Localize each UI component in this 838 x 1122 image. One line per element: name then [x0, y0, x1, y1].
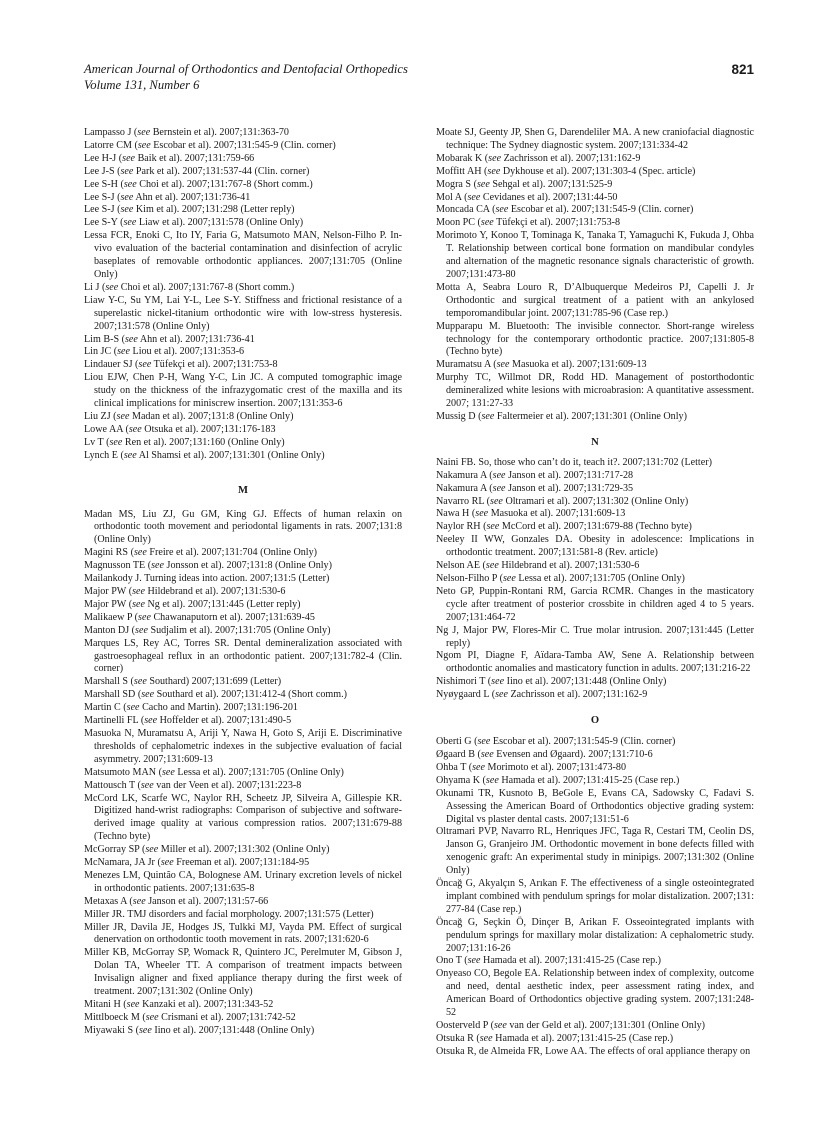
index-entry: Mogra S (see Sehgal et al). 2007;131:525-9 — [436, 178, 613, 190]
index-entry: Li J (see Choi et al). 2007;131:767-8 (Short comm.) — [84, 281, 295, 293]
index-entry: Magnusson TE (see Jonsson et al). 2007;131:8 (Online Only) — [84, 560, 332, 572]
section-N-entries — [436, 457, 754, 702]
index-entry: Mol A (see Cevidanes et al). 2007;131:44-50 — [436, 191, 618, 203]
index-entry: Lee S-J (see Kim et al). 2007;131:298 (Letter reply) — [84, 204, 295, 216]
index-entry: Latorre CM (see Escobar et al). 2007;131:545-9 (Clin. corner) — [84, 139, 336, 151]
index-entry: Murphy TC, Willmot DR, Rodd HD. Management of postorthodontic demineralized white lesions with microabrasion: A quantitative assessment. 2007; 131:27-33 — [436, 372, 754, 410]
index-entry: Ohyama K (see Hamada et al). 2007;131:415-25 (Case rep.) — [436, 774, 680, 786]
index-entry: Madan MS, Liu ZJ, Gu GM, King GJ. Effects of human relaxin on orthodontic tooth movement and periodontal ligaments in rats. 2007;131:8 (Online Only) — [84, 508, 402, 546]
index-entry: Miller JR. TMJ disorders and facial morphology. 2007;131:575 (Letter) — [84, 908, 374, 920]
index-entry: Moon PC (see Tüfekçi et al). 2007;131:753-8 — [436, 217, 621, 229]
index-entry: Lindauer SJ (see Tüfekçi et al). 2007;131:753-8 — [84, 359, 278, 371]
index-entry: Okunami TR, Kusnoto B, BeGole E, Evans CA, Sadowsky C, Fadavi S. Assessing the American Board of Orthodontics objective grading system: Digital vs plaster dental casts. 2007;131:51-6 — [436, 787, 754, 825]
issue-number: 6 — [193, 77, 200, 92]
index-entry: Nakamura A (see Janson et al). 2007;131:729-35 — [436, 482, 634, 494]
section-M-continued-entries — [436, 127, 754, 424]
index-entry: Neeley II WW, Gonzales DA. Obesity in adolescence: Implications in orthodontic treatment. 2007;131:581-8 (Rev. article) — [436, 534, 754, 559]
index-entry: Nyøygaard L (see Zachrisson et al). 2007;131:162-9 — [436, 689, 648, 701]
index-entry: Motta A, Seabra Louro R, D’Albuquerque Medeiros PJ, Capelli J. Jr Orthodontic and surgical treatment of a patient with an ankylosed temporomandibular joint. 2007;131:785-96 (Case rep.) — [436, 281, 754, 319]
index-entry: Mupparapu M. Bluetooth: The invisible connector. Short-range wireless technology for the contemporary orthodontic practice. 2007;131:805-8 (Techno byte) — [436, 320, 754, 358]
number-label: Number — [149, 77, 191, 92]
index-entry: Mobarak K (see Zachrisson et al). 2007;131:162-9 — [436, 152, 641, 164]
index-entry: Mitani H (see Kanzaki et al). 2007;131:343-52 — [84, 999, 274, 1010]
index-entry: Mailankody J. Turning ideas into action. 2007;131:5 (Letter) — [84, 573, 330, 585]
index-entry: Nawa H (see Masuoka et al). 2007;131:609-13 — [436, 508, 626, 520]
index-entry: Lynch E (see Al Shamsi et al). 2007;131:301 (Online Only) — [84, 449, 325, 461]
volume-number: 131 — [124, 77, 144, 92]
index-entry: Otsuka R (see Hamada et al). 2007;131:415-25 (Case rep.) — [436, 1032, 674, 1044]
index-entry: Miyawaki S (see Iino et al). 2007;131:448 (Online Only) — [84, 1024, 315, 1036]
index-entry: Nelson-Filho P (see Lessa et al). 2007;131:705 (Online Only) — [436, 573, 685, 584]
section-M-entries — [84, 509, 402, 1038]
index-entry: Öncağ G, Akyalçın S, Arıkan F. The effectiveness of a single osteointegrated implant combined with pendulum springs for molar distalization. 2007;131: 277-84 (Case rep.) — [436, 878, 754, 915]
journal-volume-line: Volume 131, Number 6 — [84, 77, 200, 92]
index-entry: Marques LS, Rey AC, Torres SR. Dental demineralization associated with gastroesophageal reflux in an orthodontic patient. 2007;131:782-4 (Clin. corner) — [84, 637, 402, 675]
index-entry: Ono T (see Hamada et al). 2007;131:415-25 (Case rep.) — [436, 955, 662, 967]
index-entry: Liu ZJ (see Madan et al). 2007;131:8 (Online Only) — [84, 410, 294, 422]
index-entry: Lee J-S (see Park et al). 2007;131:537-44 (Clin. corner) — [84, 165, 310, 177]
index-entry: Miller JR, Davila JE, Hodges JS, Tulkki MJ, Vayda PM. Effect of surgical denervation on orthodontic tooth movement in rats. 2007;131:620-6 — [84, 921, 402, 946]
index-entry: Ng J, Major PW, Flores-Mir C. True molar intrusion. 2007;131:445 (Letter reply) — [436, 624, 754, 649]
index-entry: Lim B-S (see Ahn et al). 2007;131:736-41 — [84, 333, 255, 345]
index-entry: Ohba T (see Morimoto et al). 2007;131:473-80 — [436, 761, 627, 773]
index-entry: Öncağ G, Seçkin Ö, Dinçer B, Arikan F. Osseointegrated implants with pendulum springs for maxillary molar distalization: A cephalometric study. 2007;131:16-26 — [436, 916, 754, 954]
index-entry: Lv T (see Ren et al). 2007;131:160 (Online Only) — [84, 436, 285, 448]
index-entry: McGorray SP (see Miller et al). 2007;131:302 (Online Only) — [84, 844, 330, 856]
index-entry: Liaw Y-C, Su YM, Lai Y-L, Lee S-Y. Stiffness and frictional resistance of a superelastic nickel-titanium orthodontic wire with low-stress hysteresis. 2007;131:578 (Online Only) — [84, 294, 402, 332]
index-entry: Mattousch T (see van der Veen et al). 2007;131:223-8 — [84, 779, 302, 791]
index-entry: Lampasso J (see Bernstein et al). 2007;131:363-70 — [84, 127, 289, 138]
index-entry: Neto GP, Puppin-Rontani RM, Garcia RCMR. Changes in the masticatory cycle after treatment of posterior crossbite in children aged 4 to 5 years. 2007;131:464-72 — [436, 585, 754, 623]
index-entry: Lee H-J (see Baik et al). 2007;131:759-66 — [84, 152, 255, 164]
index-entry: Navarro RL (see Oltramari et al). 2007;131:302 (Online Only) — [436, 495, 689, 507]
index-entry: Ngom PI, Diagne F, Aïdara-Tamba AW, Sene A. Relationship between orthodontic anomalies and masticatory function in adults. 2007;131:216-22 — [436, 650, 754, 675]
index-entry: Liou EJW, Chen P-H, Wang Y-C, Lin JC. A computed tomographic image study on the thickness of the infrazygomatic crest of the maxilla and its clinical implications for miniscrew insertion. 2007;131:353-6 — [84, 372, 402, 410]
index-entry: Lin JC (see Liou et al). 2007;131:353-6 — [84, 346, 245, 358]
section-L-entries — [84, 127, 402, 463]
index-entry: Menezes LM, Quintão CA, Bolognese AM. Urinary excretion levels of nickel in orthodontic patients. 2007;131:635-8 — [84, 869, 402, 894]
index-entry: Oberti G (see Escobar et al). 2007;131:545-9 (Clin. corner) — [436, 736, 676, 748]
index-entry: McCord LK, Scarfe WC, Naylor RH, Scheetz JP, Silveira A, Gillespie KR. Digitized hand-wrist radiographs: Comparison of subjective and software-derived image quality at various compression ratios. 2007;131:679-88 (Techno byte) — [84, 792, 402, 843]
index-entry: Naini FB. So, those who can’t do it, teach it?. 2007;131:702 (Letter) — [436, 456, 712, 468]
journal-title: American Journal of Orthodontics and Dentofacial Orthopedics — [84, 62, 408, 76]
index-entry: Øgaard B (see Evensen and Øgaard). 2007;131:710-6 — [436, 748, 653, 760]
index-entry: Moate SJ, Geenty JP, Shen G, Darendeliler MA. A new craniofacial diagnostic technique: The Sydney diagnostic system. 2007;131:334-42 — [436, 127, 754, 151]
index-entry: Major PW (see Ng et al). 2007;131:445 (Letter reply) — [84, 598, 301, 610]
index-entry: Matsumoto MAN (see Lessa et al). 2007;131:705 (Online Only) — [84, 766, 344, 778]
index-entry: Onyeaso CO, Begole EA. Relationship between index of complexity, outcome and need, dental aesthetic index, peer assessment rating index, and American Board of Orthodontics objective grading system. 2007;131:248-52 — [436, 968, 754, 1019]
index-entry: Lee S-J (see Ahn et al). 2007;131:736-41 — [84, 191, 251, 203]
section-O-entries — [436, 736, 754, 1059]
index-entry: Magini RS (see Freire et al). 2007;131:704 (Online Only) — [84, 547, 317, 559]
section-heading-O: O — [590, 715, 600, 727]
index-entry: Manton DJ (see Sudjalim et al). 2007;131:705 (Online Only) — [84, 624, 331, 636]
index-entry: Miller KB, McGorray SP, Womack R, Quintero JC, Perelmuter M, Gibson J, Dolan TA, Wheeler TT. A comparison of treatment impacts between Invisalign aligner and fixed appliance therapy during the first week of treatment. 2007;131:302 (Online Only) — [84, 947, 402, 998]
index-entry: Mussig D (see Faltermeier et al). 2007;131:301 (Online Only) — [436, 410, 687, 422]
index-entry: Lee S-H (see Choi et al). 2007;131:767-8 (Short comm.) — [84, 178, 313, 190]
index-entry: Marshall S (see Southard) 2007;131:699 (Letter) — [84, 676, 282, 688]
index-entry: Martinelli FL (see Hoffelder et al). 2007;131:490-5 — [84, 715, 292, 727]
index-entry: Malikaew P (see Chawanaputorn et al). 2007;131:639-45 — [84, 611, 315, 623]
index-entry: Naylor RH (see McCord et al). 2007;131:679-88 (Techno byte) — [436, 521, 692, 533]
index-entry: Marshall SD (see Southard et al). 2007;131:412-4 (Short comm.) — [84, 689, 347, 701]
right-column — [436, 127, 754, 1059]
index-entry: Martin C (see Cacho and Martin). 2007;131:196-201 — [84, 702, 298, 714]
index-entry: Nishimori T (see Iino et al). 2007;131:448 (Online Only) — [436, 676, 667, 688]
running-header — [84, 62, 754, 93]
index-entry: Masuoka N, Muramatsu A, Ariji Y, Nawa H, Goto S, Ariji E. Discriminative thresholds of cephalometric indexes in the subjective evaluation of facial asymmetry. 2007;131:609-13 — [84, 727, 402, 765]
volume-label: Volume — [84, 77, 122, 92]
index-entry: Mittlboeck M (see Crismani et al). 2007;131:742-52 — [84, 1011, 296, 1023]
page-number: 821 — [731, 62, 754, 77]
index-entry: Moncada CA (see Escobar et al). 2007;131:545-9 (Clin. corner) — [436, 204, 694, 216]
index-entry: Metaxas A (see Janson et al). 2007;131:57-66 — [84, 895, 269, 907]
left-column — [84, 127, 402, 1038]
index-entry: Nakamura A (see Janson et al). 2007;131:717-28 — [436, 469, 634, 481]
index-entry: Lowe AA (see Otsuka et al). 2007;131:176-183 — [84, 423, 276, 435]
index-entry: Lessa FCR, Enoki C, Ito IY, Faria G, Matsumoto MAN, Nelson-Filho P. In-vivo evaluation of the bacterial contamination and disinfection of acrylic baseplates of removable orthodontic appliances. 2007;131:705 (Online Only) — [84, 230, 402, 280]
section-heading-N: N — [591, 436, 599, 448]
index-entry: Oltramari PVP, Navarro RL, Henriques JFC, Taga R, Cestari TM, Ceolin DS, Janson G, Granjeiro JM. Orthodontic movement in bone defects filled with xenogenic graft: An experimental study in minipigs. 2007;131:302 (Online Only) — [436, 826, 754, 877]
index-entry: McNamara, JA Jr (see Freeman et al). 2007;131:184-95 — [84, 857, 310, 869]
index-entry: Muramatsu A (see Masuoka et al). 2007;131:609-13 — [436, 359, 647, 371]
index-entry: Oosterveld P (see van der Geld et al). 2007;131:301 (Online Only) — [436, 1020, 706, 1031]
section-heading-M: M — [238, 484, 248, 496]
index-entry: Otsuka R, de Almeida FR, Lowe AA. The effects of oral appliance therapy on — [436, 1045, 751, 1057]
index-entry: Lee S-Y (see Liaw et al). 2007;131:578 (Online Only) — [84, 217, 304, 229]
index-entry: Major PW (see Hildebrand et al). 2007;131:530-6 — [84, 586, 286, 597]
index-entry: Morimoto Y, Konoo T, Tominaga K, Tanaka T, Yamaguchi K, Fukuda J, Ohba T. Relationship between cortical bone formation on mandibular condyles and alternation of the magnetic resonance signals characteristic of growth. 2007;131:473-80 — [436, 230, 754, 280]
index-entry: Nelson AE (see Hildebrand et al). 2007;131:530-6 — [436, 560, 640, 572]
index-entry: Moffitt AH (see Dykhouse et al). 2007;131:303-4 (Spec. article) — [436, 165, 696, 177]
